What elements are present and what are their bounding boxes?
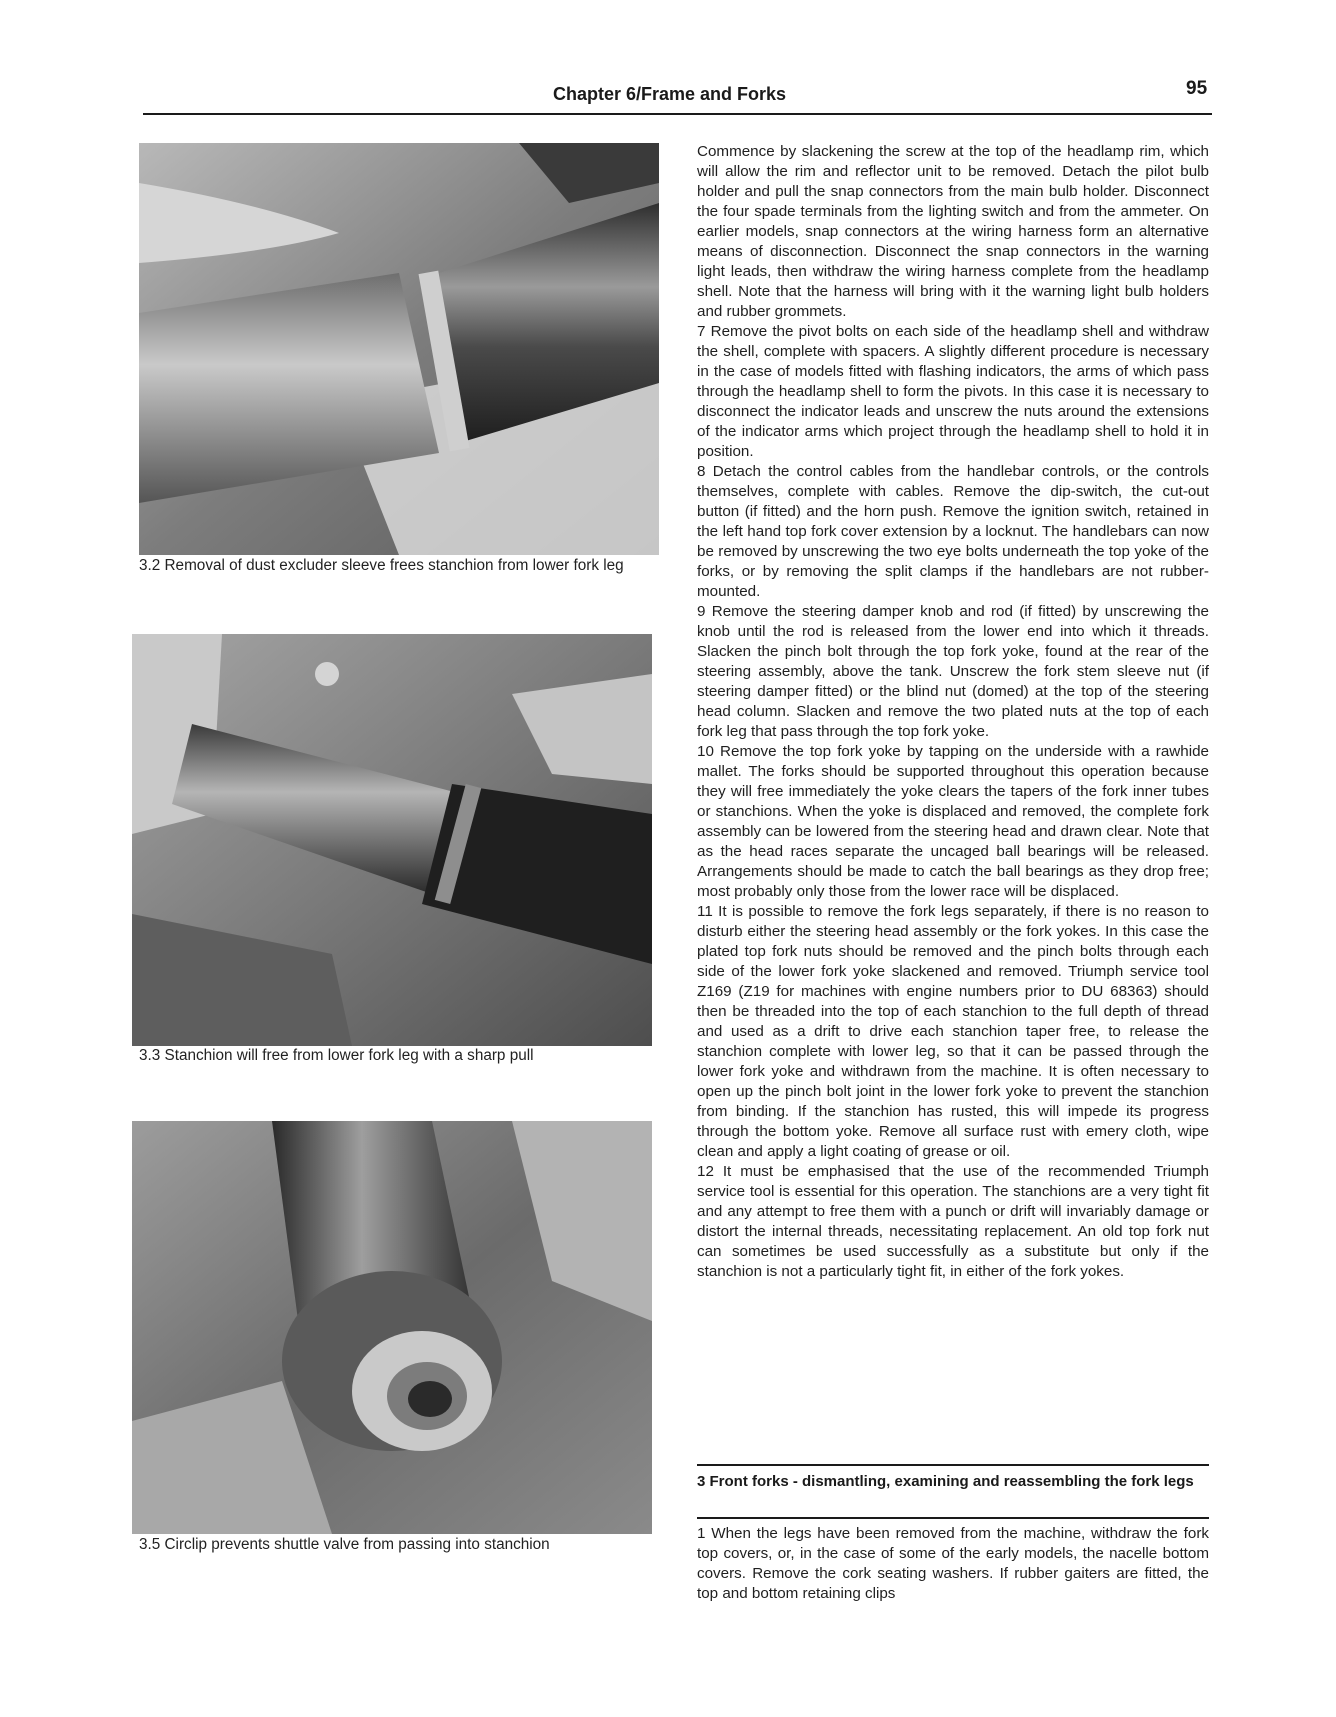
paragraph-8: 8 Detach the control cables from the handlebar controls, or the controls themselves, complete with cables. Remove the dip-switch, the cut-out button (if fitted) and the horn push. Remove the ignition switch, retained in the left hand top fork cover extension by a locknut. The handlebars can now be removed by unscrewing the two eye bolts underneath the top yoke of the forks, or by removing the split clamps if the handlebars are not rubber-mounted. [697, 463, 1209, 600]
paragraph-headlamp: Commence by slackening the screw at the top of the headlamp rim, which will allow the rim and reflector unit to be removed. Detach the pilot bulb holder and pull the snap connectors from the main bulb holder. Disconnect the four spade terminals from the lighting switch and from the ammeter. On earlier models, snap connectors at the wiring harness form an alternative means of disconnection. Disconnect the snap connectors in the warning light leads, then withdraw the wiring harness complete from the headlamp shell. Note that the harness will bring with it the warning light bulb holders and rubber grommets. [697, 143, 1209, 320]
section-body-text [697, 1524, 1209, 1604]
header-rule [143, 113, 1212, 115]
body-text-column [697, 142, 1209, 1282]
paragraph-7: 7 Remove the pivot bolts on each side of the headlamp shell and withdraw the shell, complete with spacers. A slightly different procedure is necessary in the case of models fitted with flashing indicators, the arms of which pass through the headlamp shell to form the pivots. In this case it is necessary to disconnect the indicator leads and unscrew the nuts around the extensions of the indicator arms which project through the headlamp shell to hold it in position. [697, 323, 1209, 460]
photo-3-2 [139, 143, 659, 555]
paragraph-11: 11 It is possible to remove the fork legs separately, if there is no reason to disturb either the steering head assembly or the fork yokes. In this case the plated top fork nuts should be removed and the pinch bolts through each side of the lower fork yoke slackened and removed. Triumph service tool Z169 (Z19 for machines with engine numbers prior to DU 68363) should then be threaded into the top of each stanchion to the full depth of thread and used as a drift to drive each stanchion taper free, to release the stanchion complete with lower leg, so that it can be passed through the lower fork yoke and withdrawn from the machine. It is often necessary to open up the pinch bolt joint in the lower fork yoke to prevent the stanchion from binding. If the stanchion has rusted, this will impede its progress through the bottom yoke. Remove all surface rust with emery cloth, wipe clean and apply a light coating of grease or oil. [697, 903, 1209, 1160]
section-heading: 3 Front forks - dismantling, examining and reassembling the fork legs [697, 1473, 1194, 1490]
figure-caption-3-5: 3.5 Circlip prevents shuttle valve from passing into stanchion [139, 1536, 550, 1553]
figure-caption-3-2: 3.2 Removal of dust excluder sleeve frees stanchion from lower fork leg [139, 557, 624, 574]
photo-3-5 [132, 1121, 652, 1534]
paragraph-10: 10 Remove the top fork yoke by tapping on the underside with a rawhide mallet. The forks should be supported throughout this operation because they will free immediately the yoke clears the tapers of the fork inner tubes or stanchions. When the yoke is displaced and removed, the complete fork assembly can be lowered from the steering head and drawn clear. Note that as the head races separate the uncaged ball bearings will be released. Arrangements should be made to catch the ball bearings as they drop free; most probably only those from the lower race will be displaced. [697, 743, 1209, 900]
section-rule-top [697, 1464, 1209, 1466]
section-rule-bottom [697, 1517, 1209, 1519]
paragraph-section-1: 1 When the legs have been removed from the machine, withdraw the fork top covers, or, in the case of some of the early models, the nacelle bottom covers. Remove the cork seating washers. If rubber gaiters are fitted, the top and bottom retaining clips [697, 1525, 1209, 1602]
photo-3-3 [132, 634, 652, 1046]
chapter-title: Chapter 6/Frame and Forks [553, 84, 787, 104]
paragraph-9: 9 Remove the steering damper knob and rod (if fitted) by unscrewing the knob until the rod is released from the lower end into which it threads. Slacken the pinch bolt through the top fork yoke, found at the rear of the steering assembly, above the tank. Unscrew the fork stem sleeve nut (if steering damper fitted) or the blind nut (domed) at the top of the steering head column. Slacken and remove the two plated nuts at the top of each fork leg that pass through the top fork yoke. [697, 603, 1209, 740]
figure-caption-3-3: 3.3 Stanchion will free from lower fork leg with a sharp pull [139, 1047, 534, 1064]
paragraph-12: 12 It must be emphasised that the use of the recommended Triumph service tool is essential for this operation. The stanchions are a very tight fit and any attempt to free them with a punch or drift will invariably damage or distort the internal threads, necessitating replacement. An old top fork nut can sometimes be used successfully as a substitute but only if the stanchion is not a particularly tight fit, in either of the fork yokes. [697, 1163, 1209, 1280]
page-number: 95 [1186, 78, 1208, 99]
